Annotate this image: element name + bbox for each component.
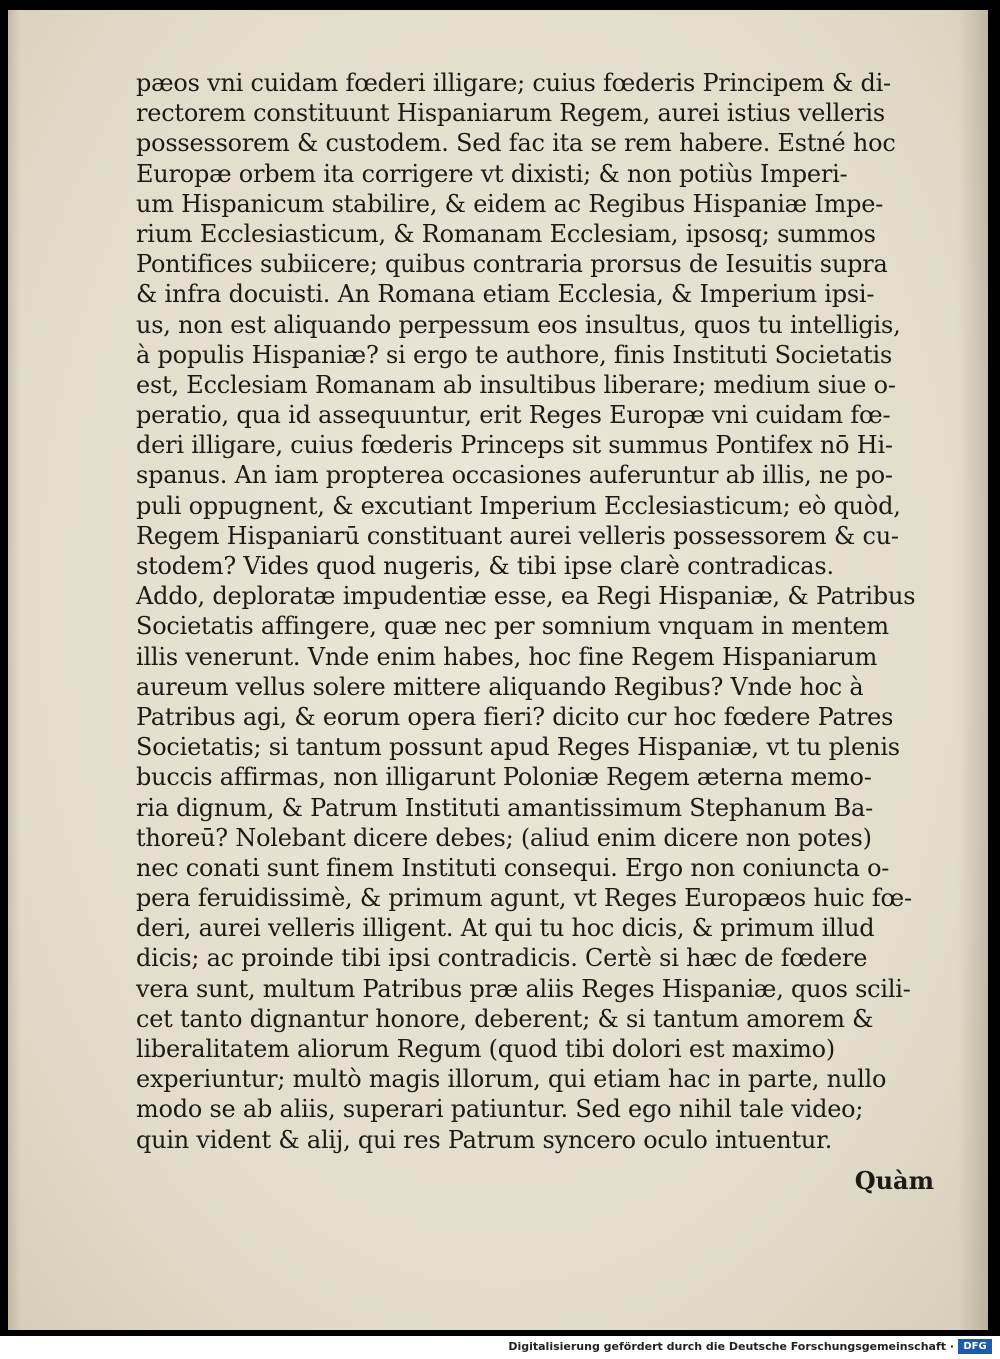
text-line: buccis affirmas, non illigarunt Poloniæ Regem æterna memo- xyxy=(136,763,872,792)
text-line: illis venerunt. Vnde enim habes, hoc fine Regem Hispaniarum xyxy=(136,642,878,671)
text-line: puli oppugnent, & excutiant Imperium Ecclesiasticum; eò quòd, xyxy=(136,491,901,520)
dfg-logo-icon: DFG xyxy=(958,1339,992,1354)
text-line: pæos vni cuidam fœderi illigare; cuius fœderis Principem & di- xyxy=(136,69,891,97)
text-line: rium Ecclesiasticum, & Romanam Ecclesiam, ipsosq; summos xyxy=(136,219,876,248)
text-line: Regem Hispaniarū constituant aurei velleris possessorem & cu- xyxy=(136,521,899,550)
text-line: & infra docuisti. An Romana etiam Ecclesia, & Imperium ipsi- xyxy=(136,280,875,309)
text-line: um Hispanicum stabilire, & eidem ac Regibus Hispaniæ Impe- xyxy=(136,189,884,218)
text-line: Pontifices subiicere; quibus contraria prorsus de Iesuitis supra xyxy=(136,250,888,279)
digitization-footer xyxy=(0,1336,1000,1359)
text-line: Patribus agi, & eorum opera fieri? dicito cur hoc fœdere Patres xyxy=(136,702,894,731)
text-line: possessorem & custodem. Sed fac ita se rem habere. Estné hoc xyxy=(136,129,896,158)
text-line: pera feruidissimè, & primum agunt, vt Reges Europæos huic fœ- xyxy=(136,884,912,913)
text-line: us, non est aliquando perpessum eos insultus, quos tu intelligis, xyxy=(136,310,901,339)
text-line: spanus. An iam propterea occasiones auferuntur ab illis, ne po- xyxy=(136,461,893,490)
text-line: Addo, deploratæ impudentiæ esse, ea Regi Hispaniæ, & Patribus xyxy=(136,582,916,611)
text-line: deri illigare, cuius fœderis Princeps sit summus Pontifex nō Hi- xyxy=(136,431,893,460)
text-line: stodem? Vides quod nugeris, & tibi ipse clarè contradicas. xyxy=(136,552,834,580)
text-line: peratio, qua id assequuntur, erit Reges Europæ vni cuidam fœ- xyxy=(136,401,891,430)
body-text xyxy=(136,68,946,1155)
text-line: liberalitatem aliorum Regum (quod tibi dolori est maximo) xyxy=(136,1035,835,1063)
text-line: cet tanto dignantur honore, deberent; & si tantum amorem & xyxy=(136,1004,874,1033)
text-line: nec conati sunt finem Instituti consequi. Ergo non coniuncta o- xyxy=(136,853,890,882)
text-line: vera sunt, multum Patribus præ aliis Reges Hispaniæ, quos scili- xyxy=(136,974,911,1003)
catchword: Quàm xyxy=(854,1166,934,1195)
dfg-credit-text: Digitalisierung gefördert durch die Deutsche Forschungsgemeinschaft · xyxy=(508,1340,954,1353)
text-line: aureum vellus solere mittere aliquando Regibus? Vnde hoc à xyxy=(136,672,864,701)
text-line: est, Ecclesiam Romanam ab insultibus liberare; medium siue o- xyxy=(136,370,896,399)
text-line: ria dignum, & Patrum Instituti amantissimum Stephanum Ba- xyxy=(136,793,873,822)
text-line: experiuntur; multò magis illorum, qui etiam hac in parte, nullo xyxy=(136,1065,887,1094)
text-line: Societatis; si tantum possunt apud Reges Hispaniæ, vt tu plenis xyxy=(136,733,900,762)
text-line: à populis Hispaniæ? si ergo te authore, finis Instituti Societatis xyxy=(136,340,893,369)
gutter-shadow xyxy=(8,10,20,1330)
text-line: rectorem constituunt Hispaniarum Regem, aurei istius velleris xyxy=(136,99,885,128)
text-line: Societatis affingere, quæ nec per somnium vnquam in mentem xyxy=(136,612,889,641)
text-line: quin vident & alij, qui res Patrum syncero oculo intuentur. xyxy=(136,1125,833,1154)
text-line: deri, aurei velleris illigent. At qui tu hoc dicis, & primum illud xyxy=(136,914,875,943)
edge-shadow xyxy=(958,10,988,1330)
text-line: Europæ orbem ita corrigere vt dixisti; & non potiùs Imperi- xyxy=(136,159,848,188)
book-page xyxy=(8,10,988,1330)
text-line: dicis; ac proinde tibi ipsi contradicis. Certè si hæc de fœdere xyxy=(136,944,868,973)
text-line: modo se ab aliis, superari patiuntur. Sed ego nihil tale video; xyxy=(136,1095,864,1124)
text-line: thoreū? Nolebant dicere debes; (aliud enim dicere non potes) xyxy=(136,823,872,852)
